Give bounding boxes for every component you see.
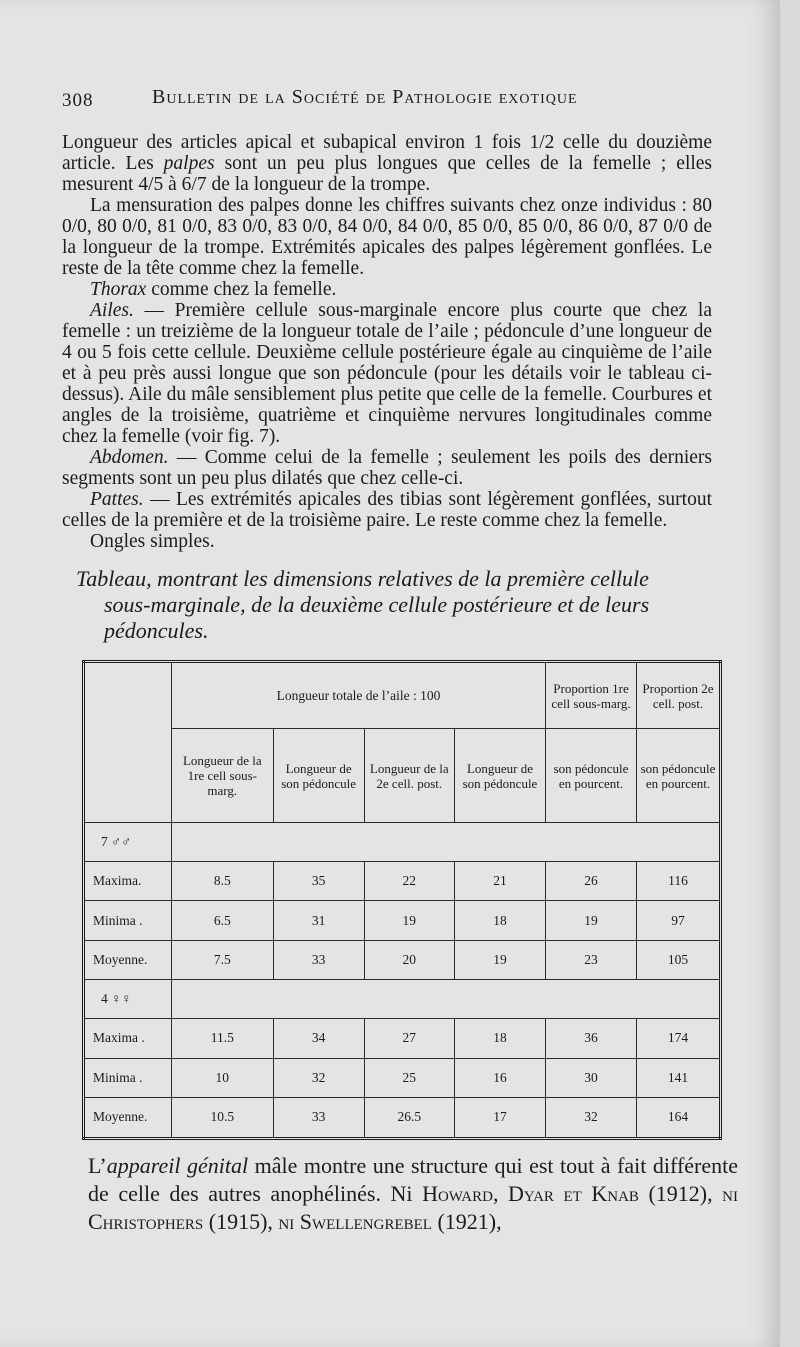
row-label: Moyenne. — [84, 940, 172, 979]
table-cell: 6.5 — [172, 901, 274, 940]
closing-paragraph — [88, 1152, 738, 1236]
table-cell: 25 — [364, 1058, 454, 1097]
paragraph-pattes — [62, 489, 712, 531]
table-cell: 20 — [364, 940, 454, 979]
journal-title: Bulletin de la Société de Pathologie exotique — [152, 86, 578, 108]
row-label: Maxima . — [84, 1019, 172, 1058]
table-row — [84, 940, 721, 979]
subheader-cell: son pédoncule en pourcent. — [637, 729, 721, 823]
table-cell: 23 — [546, 940, 637, 979]
running-header — [62, 86, 682, 116]
caption-line: Tableau, montrant les dimensions relatives de la première cellule — [76, 566, 649, 591]
table-cell: 10.5 — [172, 1097, 274, 1138]
table-cell: 11.5 — [172, 1019, 274, 1058]
proportion-2-header: Proportion 2e cell. post. — [637, 662, 721, 729]
paragraph-palpes — [62, 132, 712, 195]
top-header: Longueur totale de l’aile : 100 — [172, 662, 546, 729]
paragraph-thorax — [62, 279, 712, 300]
table-cell: 33 — [273, 1097, 364, 1138]
table-cell: 34 — [273, 1019, 364, 1058]
subheader-cell: Longueur de la 2e cell. post. — [364, 729, 454, 823]
row-label: Minima . — [84, 901, 172, 940]
body-text — [62, 132, 712, 552]
table-cell: 31 — [273, 901, 364, 940]
paragraph-text: — Comme celui de la femelle ; seulement les poils des derniers segments sont un peu plus dilatés que chez celle-ci. — [62, 447, 713, 489]
subheader-cell: Longueur de son pédoncule — [273, 729, 364, 823]
table-cell: 10 — [172, 1058, 274, 1097]
page-number: 308 — [62, 90, 94, 111]
paragraph-text: Longueur des articles apical et subapical environ 1 fois 1/2 celle du douzième article. Les — [62, 132, 712, 174]
table-cell: 36 — [546, 1019, 637, 1058]
subheader-cell: Longueur de la 1re cell sous-marg. — [172, 729, 274, 823]
row-label: Moyenne. — [84, 1097, 172, 1138]
group-label-row — [84, 979, 721, 1018]
table-row — [84, 1058, 721, 1097]
table-cell: 35 — [273, 862, 364, 901]
paragraph-abdomen — [62, 447, 712, 489]
paragraph-mensuration: La mensuration des palpes donne les chiffres suivants chez onze individus : 80 0/0, 80 0/0, 81 0/0, 83 0/0, 83 0/0, 84 0/0, 84 0/0, 85 0/0, 85 0/0, 86 0/0, 87 0/0 de la longueur de la trompe. Extrémités apicales des palpes légèrement gonflées. Le reste de la tête comme chez la femelle. — [62, 195, 712, 279]
table-cell: 19 — [454, 940, 545, 979]
emphasis: palpes — [163, 153, 215, 174]
table-cell: 32 — [546, 1097, 637, 1138]
table-cell: 32 — [273, 1058, 364, 1097]
table-cell: 18 — [454, 901, 545, 940]
table-cell: 21 — [454, 862, 545, 901]
table-cell: 8.5 — [172, 862, 274, 901]
table-cell: 30 — [546, 1058, 637, 1097]
measurement-table — [82, 660, 722, 1140]
caption-line: sous-marginale, de la deuxième cellule postérieure et de leurs — [104, 592, 650, 617]
row-label: Minima . — [84, 1058, 172, 1097]
table-cell: 26.5 — [364, 1097, 454, 1138]
emphasis: Ailes. — [90, 300, 134, 321]
emphasis: Abdomen. — [90, 447, 169, 468]
table-cell: 17 — [454, 1097, 545, 1138]
caption-line: pédoncules. — [104, 618, 209, 643]
group-label-row — [84, 822, 721, 861]
paragraph-ongles: Ongles simples. — [90, 531, 215, 552]
row-label-header — [84, 662, 172, 823]
paragraph-text: comme chez la femelle. — [151, 279, 337, 300]
table-caption — [76, 566, 716, 644]
emphasis: Pattes. — [90, 489, 144, 510]
paragraph-ailes — [62, 300, 712, 447]
table-row — [84, 1019, 721, 1058]
table-cell: 19 — [364, 901, 454, 940]
author-references: Howard, Dyar et Knab (1912), ni Christophers (1915), ni Swellengrebel (1921), — [88, 1181, 739, 1234]
table-cell: 22 — [364, 862, 454, 901]
table-cell: 26 — [546, 862, 637, 901]
table-cell: 116 — [637, 862, 721, 901]
table-cell: 97 — [637, 901, 721, 940]
paragraph-text: mâle montre une structure qui est tout à fait différente de celle des autres anophélinés. Ni — [88, 1153, 738, 1206]
table-cell: 16 — [454, 1058, 545, 1097]
group-label: 7 ♂♂ — [84, 822, 172, 861]
emphasis: Thorax — [90, 279, 147, 300]
table-cell: 27 — [364, 1019, 454, 1058]
emphasis: appareil génital — [106, 1153, 249, 1178]
table-row — [84, 1097, 721, 1138]
table-subheader-row — [84, 729, 721, 823]
row-label: Maxima. — [84, 862, 172, 901]
table-cell: 164 — [637, 1097, 721, 1138]
subheader-cell: Longueur de son pédoncule — [454, 729, 545, 823]
table-cell: 33 — [273, 940, 364, 979]
table-header-row — [84, 662, 721, 729]
spacer-cell — [172, 822, 721, 861]
paragraph-text: — Les extrémités apicales des tibias sont légèrement gonflées, surtout celles de la première et de la troisième paire. Le reste comme chez la femelle. — [62, 489, 713, 531]
proportion-1-header: Proportion 1re cell sous-marg. — [546, 662, 637, 729]
subheader-cell: son pédoncule en pourcent. — [546, 729, 637, 823]
paragraph-text: L’ — [88, 1153, 107, 1178]
table-cell: 105 — [637, 940, 721, 979]
table-cell: 18 — [454, 1019, 545, 1058]
table-cell: 141 — [637, 1058, 721, 1097]
group-label: 4 ♀♀ — [84, 979, 172, 1018]
table-row — [84, 901, 721, 940]
paragraph-text: — Première cellule sous-marginale encore plus courte que chez la femelle : un treizième de la longueur totale de l’aile ; pédoncule d’une longueur de 4 ou 5 fois cette cellule. Deuxième cellule postérieure égale au cinquième de l’aile et à peu près aussi longue que son pédoncule (pour les détails voir le tableau ci-dessus). Aile du mâle sensiblement plus petite que celle de la femelle. Courbures et angles de la troisième, quatrième et cinquième nervures longitudinales comme chez la femelle (voir fig. 7). — [62, 300, 713, 447]
paragraph-text: sont un peu plus longues que celles de la femelle ; elles mesurent 4/5 à 6/7 de la longueur de la trompe. — [62, 153, 713, 195]
table-cell: 7.5 — [172, 940, 274, 979]
table-cell: 174 — [637, 1019, 721, 1058]
table-row — [84, 862, 721, 901]
spacer-cell — [172, 979, 721, 1018]
table-cell: 19 — [546, 901, 637, 940]
